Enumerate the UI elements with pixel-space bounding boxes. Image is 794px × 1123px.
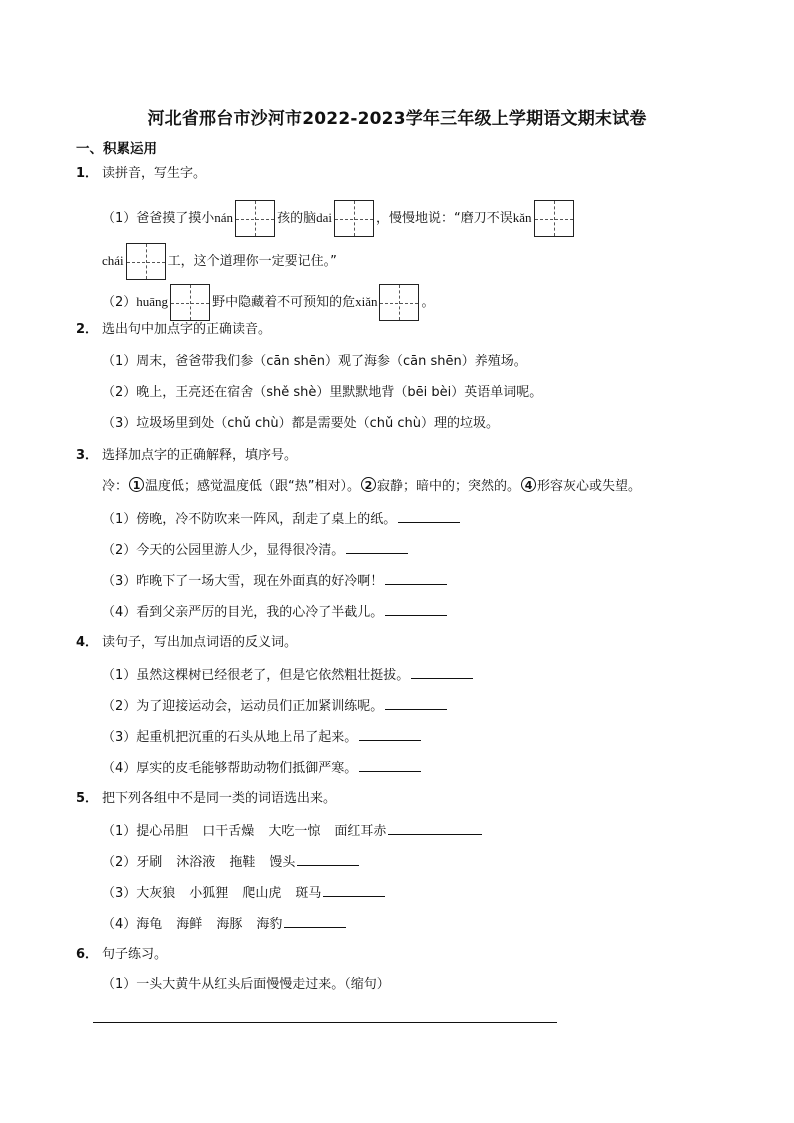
word: 馒头 — [269, 855, 296, 870]
word: 海鲜 — [176, 917, 203, 932]
q6-sub-1: （1）一头大黄牛从红头后面慢慢走过来。（缩句） — [102, 977, 390, 992]
question-number: 3． — [76, 448, 99, 463]
pinyin: kǎn — [512, 210, 532, 225]
question-stem: 句子练习。 — [102, 947, 168, 962]
q1-sub-1-cont — [102, 243, 337, 280]
text: （4）厚实的皮毛能够帮助动物们抵御严寒。 — [102, 761, 358, 776]
question-number: 6． — [76, 947, 99, 962]
word: 爬山虎 — [242, 886, 282, 901]
question-1 — [76, 164, 206, 184]
question-number: 1． — [76, 166, 99, 181]
page-title: 河北省邢台市沙河市2022-2023学年三年级上学期语文期末试卷 — [147, 109, 647, 129]
question-4 — [76, 633, 297, 653]
text: 野中隐藏着不可预知的危 — [212, 295, 356, 310]
word: 面红耳赤 — [334, 824, 387, 839]
answer-blank[interactable] — [411, 664, 473, 679]
text: （1）傍晚，冷不防吹来一阵风，刮走了桌上的纸。 — [102, 512, 397, 527]
word: 大灰狼 — [136, 886, 176, 901]
pinyin: huāng — [136, 294, 169, 309]
text: （4）看到父亲严厉的目光，我的心冷了半截儿。 — [102, 605, 384, 620]
text: 冷： — [102, 479, 129, 494]
word: 口干舌燥 — [202, 824, 255, 839]
q5-sub-3 — [102, 882, 385, 904]
circled-number: 1 — [129, 477, 144, 492]
q1-sub-2 — [102, 284, 434, 321]
question-stem: 选出句中加点字的正确读音。 — [102, 322, 272, 337]
tianzige-box[interactable] — [170, 284, 210, 321]
tianzige-box[interactable] — [126, 243, 166, 280]
answer-blank[interactable] — [359, 757, 421, 772]
q5-sub-2 — [102, 851, 359, 873]
text: （4） — [102, 917, 137, 932]
text: （1） — [102, 824, 137, 839]
question-stem: 读句子，写出加点词语的反义词。 — [102, 635, 298, 650]
circled-number: 2 — [361, 477, 376, 492]
text: 工，这个道理你一定要记住。” — [167, 254, 337, 269]
section-heading: 一、积累运用 — [76, 141, 157, 157]
answer-blank[interactable] — [359, 726, 421, 741]
pinyin: dai — [316, 210, 332, 225]
text: （3）起重机把沉重的石头从地上吊了起来。 — [102, 730, 358, 745]
word: 斑马 — [295, 886, 322, 901]
text: ，慢慢地说：“磨刀不误 — [375, 211, 513, 226]
question-stem: 读拼音，写生字。 — [102, 166, 207, 181]
question-6 — [76, 945, 167, 965]
answer-blank[interactable] — [385, 695, 447, 710]
question-2 — [76, 320, 271, 340]
answer-blank[interactable] — [388, 820, 482, 835]
answer-blank[interactable] — [346, 539, 408, 554]
definition-text: 温度低；感觉温度低（跟“热”相对）。 — [145, 479, 360, 494]
word: 拖鞋 — [229, 855, 256, 870]
answer-line[interactable] — [93, 1022, 557, 1023]
tianzige-box[interactable] — [334, 200, 374, 237]
text: 。 — [421, 295, 435, 310]
word: 海龟 — [136, 917, 163, 932]
q4-sub-2 — [102, 695, 447, 717]
definition-text: 寂静；暗中的；突然的。 — [377, 479, 521, 494]
pinyin: xiǎn — [355, 294, 378, 309]
q3-sub-1 — [102, 508, 460, 530]
circled-number: 4 — [521, 477, 536, 492]
word: 提心吊胆 — [136, 824, 189, 839]
q4-sub-4 — [102, 757, 421, 779]
word: 牙刷 — [136, 855, 163, 870]
answer-blank[interactable] — [284, 913, 346, 928]
q2-sub-1: （1）周末，爸爸带我们参（cān shēn）观了海参（cān shēn）养殖场。 — [102, 354, 527, 369]
q2-sub-2: （2）晚上，王亮还在宿舍（shě shè）里默默地背（bēi bèi）英语单词呢。 — [102, 385, 543, 400]
answer-blank[interactable] — [323, 882, 385, 897]
question-stem: 选择加点字的正确解释，填序号。 — [102, 448, 298, 463]
question-5 — [76, 789, 336, 809]
text: （1）爸爸摸了摸小 — [102, 211, 215, 226]
definition-text: 形容灰心或失望。 — [537, 479, 642, 494]
word: 海豹 — [256, 917, 283, 932]
text: 孩的脑 — [277, 211, 317, 226]
answer-blank[interactable] — [297, 851, 359, 866]
word: 海豚 — [216, 917, 243, 932]
q5-sub-4 — [102, 913, 346, 935]
pinyin: chái — [102, 253, 124, 268]
question-3 — [76, 446, 297, 466]
tianzige-box[interactable] — [534, 200, 574, 237]
tianzige-box[interactable] — [379, 284, 419, 321]
answer-blank[interactable] — [385, 601, 447, 616]
q3-sub-2 — [102, 539, 408, 561]
question-number: 2． — [76, 322, 99, 337]
text: （2）今天的公园里游人少，显得很冷清。 — [102, 543, 345, 558]
q3-sub-4 — [102, 601, 447, 623]
text: （3）昨晚下了一场大雪，现在外面真的好冷啊！ — [102, 574, 384, 589]
answer-blank[interactable] — [385, 570, 447, 585]
tianzige-box[interactable] — [235, 200, 275, 237]
q3-sub-3 — [102, 570, 447, 592]
q4-sub-1 — [102, 664, 473, 686]
text: （2） — [102, 855, 137, 870]
q4-sub-3 — [102, 726, 421, 748]
text: （2）为了迎接运动会，运动员们正加紧训练呢。 — [102, 699, 384, 714]
question-stem: 把下列各组中不是同一类的词语选出来。 — [102, 791, 337, 806]
word: 小狐狸 — [189, 886, 229, 901]
word: 大吃一惊 — [268, 824, 321, 839]
q2-sub-3: （3）垃圾场里到处（chǔ chù）都是需要处（chǔ chù）理的垃圾。 — [102, 416, 500, 431]
text: （2） — [102, 295, 137, 310]
answer-blank[interactable] — [398, 508, 460, 523]
question-number: 5． — [76, 791, 99, 806]
text: （3） — [102, 886, 137, 901]
text: （1）虽然这棵树已经很老了，但是它依然粗壮挺拔。 — [102, 668, 410, 683]
q1-sub-1 — [102, 200, 576, 237]
q5-sub-1 — [102, 820, 482, 842]
question-number: 4． — [76, 635, 99, 650]
word: 沐浴液 — [176, 855, 216, 870]
pinyin: nán — [214, 210, 234, 225]
q3-definitions — [102, 477, 641, 497]
